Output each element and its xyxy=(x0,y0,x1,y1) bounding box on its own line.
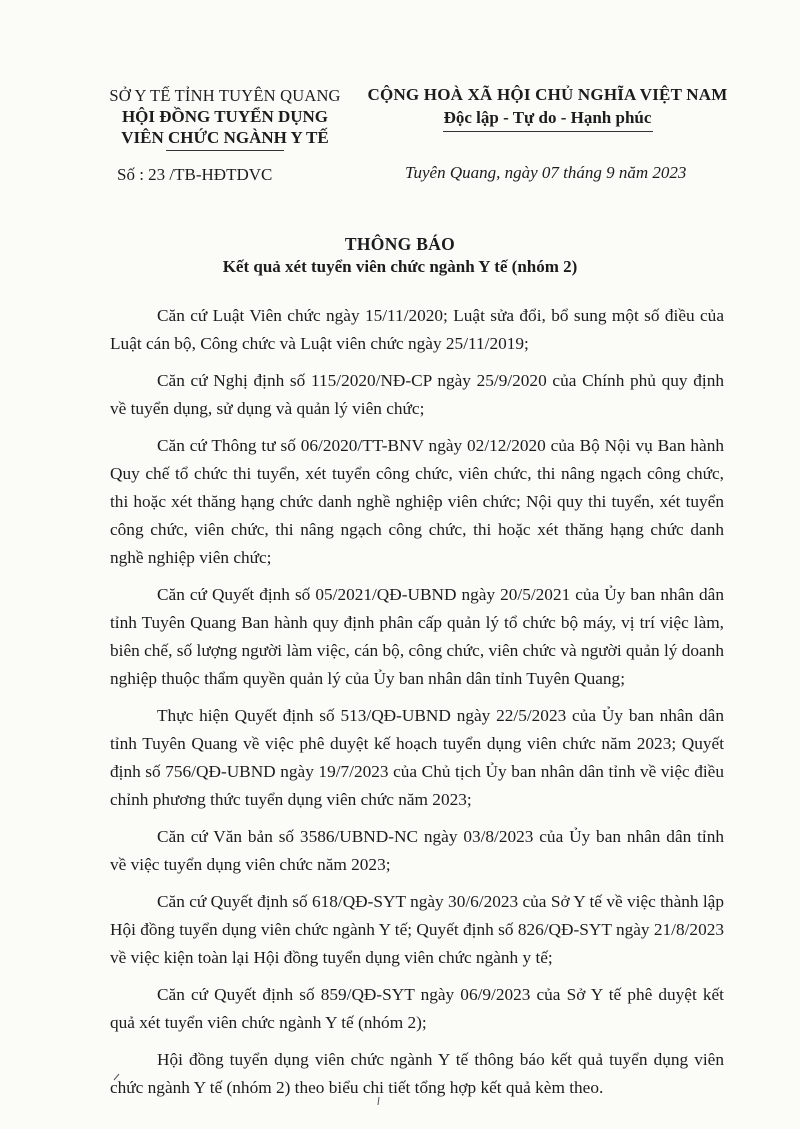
paragraph: Căn cứ Quyết định số 618/QĐ-SYT ngày 30/6/2023 của Sở Y tế về việc thành lập Hội đồng tuyển dụng viên chức ngành Y tế; Quyết định số 826/QĐ-SYT ngày 21/8/2023 về việc kiện toàn lại Hội đồng tuyển dụng viên chức ngành y tế; xyxy=(110,892,724,967)
document-title: THÔNG BÁO xyxy=(344,234,456,254)
scan-speck xyxy=(112,1072,122,1082)
paragraph: Căn cứ Quyết định số 859/QĐ-SYT ngày 06/9/2023 của Sở Y tế phê duyệt kết quả xét tuyển viên chức ngành Y tế (nhóm 2); xyxy=(110,985,724,1032)
nation-name: CỘNG HOÀ XÃ HỘI CHỦ NGHĨA VIỆT NAM xyxy=(367,85,728,104)
national-motto: Độc lập - Tự do - Hạnh phúc xyxy=(443,108,652,127)
document-number: Số : 23 /TB-HĐTDVC xyxy=(117,165,273,184)
document-body xyxy=(110,302,724,1111)
paragraph: Căn cứ Luật Viên chức ngày 15/11/2020; Luật sửa đổi, bổ sung một số điều của Luật cán bộ, Công chức và Luật viên chức ngày 25/11/2019; xyxy=(110,306,724,353)
header-divider-left xyxy=(166,150,284,151)
council-name-line2: VIÊN CHỨC NGÀNH Y TẾ xyxy=(121,128,329,147)
paragraph: Căn cứ Thông tư số 06/2020/TT-BNV ngày 02/12/2020 của Bộ Nội vụ Ban hành Quy chế tổ chức thi tuyển, xét tuyển công chức, viên chức, thi nâng ngạch công chức, thi hoặc xét thăng hạng chức danh nghề nghiệp viên chức; Nội quy thi tuyển, xét tuyển công chức, viên chức, thi nâng ngạch công chức, thi hoặc xét thăng hạng chức danh nghề nghiệp viên chức; xyxy=(110,436,724,567)
scan-speck xyxy=(375,1096,383,1106)
national-header xyxy=(355,84,740,132)
paragraph: Căn cứ Nghị định số 115/2020/NĐ-CP ngày 25/9/2020 của Chính phủ quy định về tuyển dụng, sử dụng và quản lý viên chức; xyxy=(110,371,724,418)
document-subtitle: Kết quả xét tuyển viên chức ngành Y tế (nhóm 2) xyxy=(222,257,578,276)
paragraph: Hội đồng tuyển dụng viên chức ngành Y tế thông báo kết quả tuyển dụng viên chức ngành Y tế (nhóm 2) theo biểu chi tiết tổng hợp kết quả kèm theo. xyxy=(110,1050,724,1097)
paragraph: Căn cứ Quyết định số 05/2021/QĐ-UBND ngày 20/5/2021 của Ủy ban nhân dân tỉnh Tuyên Quang Ban hành quy định phân cấp quản lý tổ chức bộ máy, vị trí việc làm, biên chế, số lượng người làm việc, cán bộ, công chức, viên chức và người quản lý doanh nghiệp thuộc thẩm quyền quản lý của Ủy ban nhân dân tỉnh Tuyên Quang; xyxy=(110,585,724,688)
paragraph: Căn cứ Văn bản số 3586/UBND-NC ngày 03/8/2023 của Ủy ban nhân dân tỉnh về việc tuyển dụng viên chức năm 2023; xyxy=(110,827,724,874)
issuer-header xyxy=(95,86,355,151)
council-name-line1: HỘI ĐỒNG TUYỂN DỤNG xyxy=(121,107,329,126)
header-divider-right xyxy=(443,131,653,132)
agency-name: SỞ Y TẾ TỈNH TUYÊN QUANG xyxy=(109,86,341,105)
paragraph: Thực hiện Quyết định số 513/QĐ-UBND ngày 22/5/2023 của Ủy ban nhân dân tỉnh Tuyên Quang về việc phê duyệt kế hoạch tuyển dụng viên chức năm 2023; Quyết định số 756/QĐ-UBND ngày 19/7/2023 của Chủ tịch Ủy ban nhân dân tỉnh về việc điều chỉnh phương thức tuyển dụng viên chức năm 2023; xyxy=(110,706,724,809)
place-date: Tuyên Quang, ngày 07 tháng 9 năm 2023 xyxy=(405,163,687,182)
